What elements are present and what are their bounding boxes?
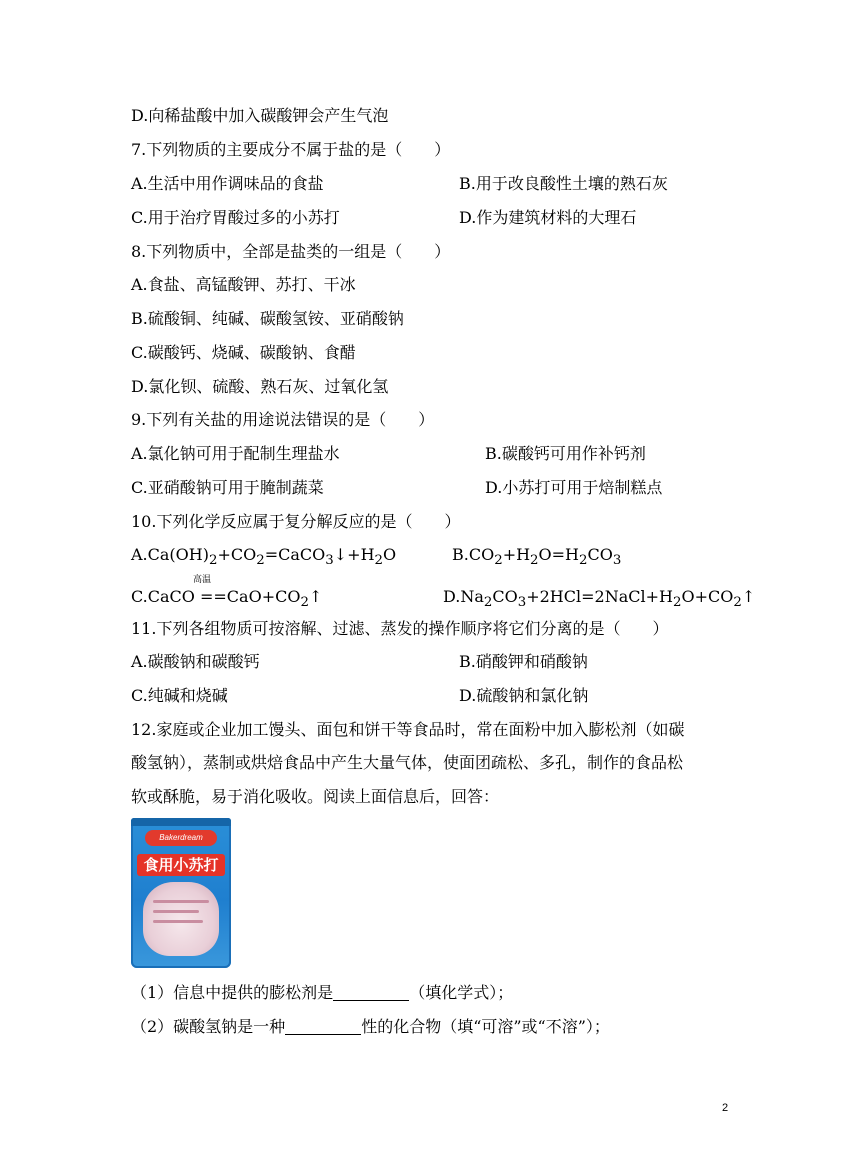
q11-stem: 11.下列各组物质可按溶解、过滤、蒸发的操作顺序将它们分离的是（ ）	[131, 619, 669, 638]
q10-option-d: $D.Na_2CO_3+2HCl=2NaCl+H_2O+CO_2↑$	[443, 587, 756, 611]
q11-option-a: A.碳酸钠和碳酸钙	[131, 652, 260, 671]
q12-stem-line2: 酸氢钠），蒸制或烘焙食品中产生大量气体，使面团疏松、多孔，制作的食品松	[131, 753, 684, 772]
q6-option-d: D.向稀盐酸中加入碳酸钾会产生气泡	[131, 106, 389, 125]
q8-option-c: C.碳酸钙、烧碱、碳酸钠、食醋	[131, 343, 356, 362]
q12-sub2: （2）碳酸氢钠是一种 性的化合物（填“可溶”或“不溶”）；	[131, 1017, 610, 1036]
package-top-band	[131, 818, 231, 826]
q10-option-c: C.CaCO $==CaO+CO_2↑$	[131, 587, 323, 611]
q8-stem: 8.下列物质中，全部是盐类的一组是（ ）	[131, 242, 451, 261]
q9-stem: 9.下列有关盐的用途说法错误的是（ ）	[131, 410, 435, 429]
package-label: 食用小苏打	[137, 854, 225, 876]
high-temperature-condition: 高温	[193, 575, 212, 585]
package-window	[143, 882, 219, 956]
q7-option-a: A.生活中用作调味品的食盐	[131, 174, 324, 193]
q7-option-c: C.用于治疗胃酸过多的小苏打	[131, 208, 340, 227]
q12-stem-line3: 软或酥脆，易于消化吸收。阅读上面信息后，回答：	[131, 787, 500, 806]
q10-option-a: $A.Ca(OH)_2+CO_2=CaCO_3↓+H_2O$	[131, 545, 397, 569]
q8-option-b: B.硫酸铜、纯碱、碳酸氢铵、亚硝酸钠	[131, 309, 404, 328]
q9-option-a: A.氯化钠可用于配制生理盐水	[131, 444, 340, 463]
page-number: 2	[722, 1102, 729, 1114]
q7-option-b: B.用于改良酸性土壤的熟石灰	[459, 174, 668, 193]
answer-blank-2[interactable]	[285, 1018, 361, 1035]
q11-option-c: C.纯碱和烧碱	[131, 686, 228, 705]
q7-stem: 7.下列物质的主要成分不属于盐的是（ ）	[131, 140, 451, 159]
q11-option-b: B.硝酸钾和硝酸钠	[459, 652, 588, 671]
q9-option-c: C.亚硝酸钠可用于腌制蔬菜	[131, 478, 324, 497]
brand-logo: Bakerdream	[145, 830, 217, 846]
q12-sub1: （1）信息中提供的膨松剂是 （填化学式）；	[131, 983, 514, 1002]
q12-stem-line1: 12.家庭或企业加工馒头、面包和饼干等食品时，常在面粉中加入膨松剂（如碳	[131, 720, 685, 739]
q8-option-a: A.食盐、高锰酸钾、苏打、干冰	[131, 275, 356, 294]
q10-stem: 10.下列化学反应属于复分解反应的是（ ）	[131, 512, 461, 531]
q9-option-b: B.碳酸钙可用作补钙剂	[485, 444, 646, 463]
q9-option-d: D.小苏打可用于焙制糕点	[485, 478, 663, 497]
q7-option-d: D.作为建筑材料的大理石	[459, 208, 637, 227]
answer-blank-1[interactable]	[333, 984, 409, 1001]
q8-option-d: D.氯化钡、硫酸、熟石灰、过氧化氢	[131, 377, 389, 396]
baking-soda-package-image	[131, 818, 231, 968]
q11-option-d: D.硫酸钠和氯化钠	[459, 686, 589, 705]
q10-option-b: $B.CO_2+H_2O=H_2CO_3$	[452, 545, 622, 569]
